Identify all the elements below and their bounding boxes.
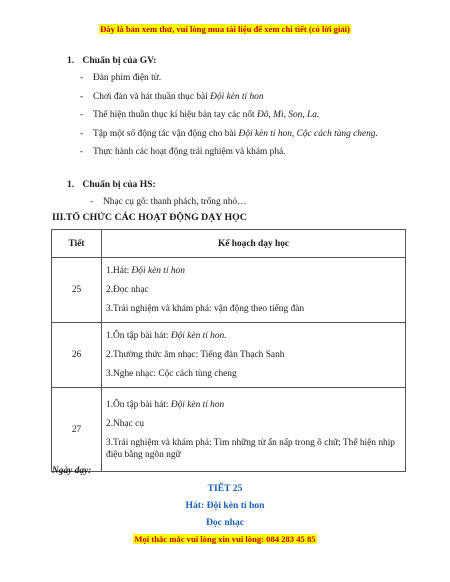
lesson-song-title: Hát: Đội kèn tí hon [185,500,265,511]
plan-line-text: 3.Trải nghiệm và khám phá: Tìm những từ ẩn nấp trong ô chữ; Thể hiện nhịp điệu bằng ngôn ngữ [106,437,395,460]
list-item [90,196,420,209]
table-row [52,323,406,388]
header-tiet: Tiết [52,230,102,258]
plan-line [106,418,400,430]
table-row [52,258,406,323]
contact-banner [0,534,450,544]
lesson-topic: Đọc nhạc [205,517,245,528]
note-names-italic: Đô, Mi, Son, La. [257,110,320,120]
gv-heading-title: Chuẩn bị của GV: [82,55,157,66]
lesson-period-title: TIẾT 25 [207,483,243,494]
table-header-row [52,230,406,258]
tiet-number: 26 [52,323,102,388]
song-title-italic: Đội kèn tí hon [210,91,264,102]
plan-line-text: 1.Ôn tập bài hát: [106,399,171,410]
list-item [80,91,410,104]
plan-line-text: 3.Nghe nhạc: Cộc cách tùng cheng [106,369,237,379]
contact-text: Mọi thắc mắc vui lòng xin vui lòng: 084 283 45 85 [134,534,316,544]
lesson-plan-cell [102,388,406,472]
lesson-plan-cell [102,323,406,388]
hs-preparation-heading [67,179,156,190]
plan-line [106,437,400,461]
gv-preparation-heading [67,55,156,66]
plan-line [106,330,400,342]
list-item [80,146,410,159]
plan-line [106,349,400,361]
list-item-text: Nhạc cụ gõ: thanh phách, trống nhỏ… [103,197,247,207]
plan-line [106,368,400,380]
plan-line [106,399,400,411]
plan-line-text: 1.Hát: [106,266,132,276]
list-item-text: Đàn phím điện tử. [93,73,162,83]
list-item [80,128,410,141]
header-plan: Kế hoạch dạy học [102,230,406,258]
plan-line-italic: Đội kèn tí hon [131,266,185,276]
plan-line [106,265,400,277]
list-item-text: Tập một số động tác vận động cho bài [93,128,239,139]
plan-line-text: 3.Trải nghiệm và khám phá: vận động theo tiếng đàn [106,304,305,314]
plan-line-text: 2.Đọc nhạc [106,285,149,295]
teaching-date-label: Ngày dạy: [52,466,92,476]
tiet-number: 25 [52,258,102,323]
plan-line-text: 2.Thường thức âm nhạc: Tiếng đàn Thạch Sanh [106,350,285,360]
plan-line-text: 2.Nhạc cụ [106,418,145,429]
hs-heading-number: 1. [67,179,75,190]
list-item [80,72,410,85]
plan-line-italic: Đội kèn tí hon [170,399,225,410]
lesson-plan-table [51,229,406,472]
plan-line-italic: Đội kèn tí hon. [170,331,227,341]
preview-notice-text: Đây là bản xem thử, vui lòng mua tài liệu để xem chi tiết (có lời giải) [100,24,350,34]
plan-line [106,303,400,315]
lesson-plan-cell [102,258,406,323]
song-titles-italic: Đội kèn tí hon, Cộc cách tùng cheng. [238,128,378,139]
gv-heading-number: 1. [67,55,75,66]
list-item-text: Thực hành các hoạt động trải nghiệm và khám phá. [93,147,286,157]
table-row [52,388,406,472]
hs-heading-title: Chuẩn bị của HS: [82,179,156,190]
list-item-text: Chơi đàn và hát thuần thục bài [93,91,211,102]
tiet-number: 27 [52,388,102,472]
plan-line [106,284,400,296]
plan-line-text: 1.Ôn tập bài hát: [106,331,171,341]
list-item [80,109,410,122]
section-title: III.TỔ CHỨC CÁC HOẠT ĐỘNG DẠY HỌC [52,212,247,223]
preview-notice-banner [0,24,450,34]
gv-preparation-list [80,72,410,165]
list-item-text: Thể hiện thuần thục kí hiệu bàn tay các nốt [93,110,258,120]
